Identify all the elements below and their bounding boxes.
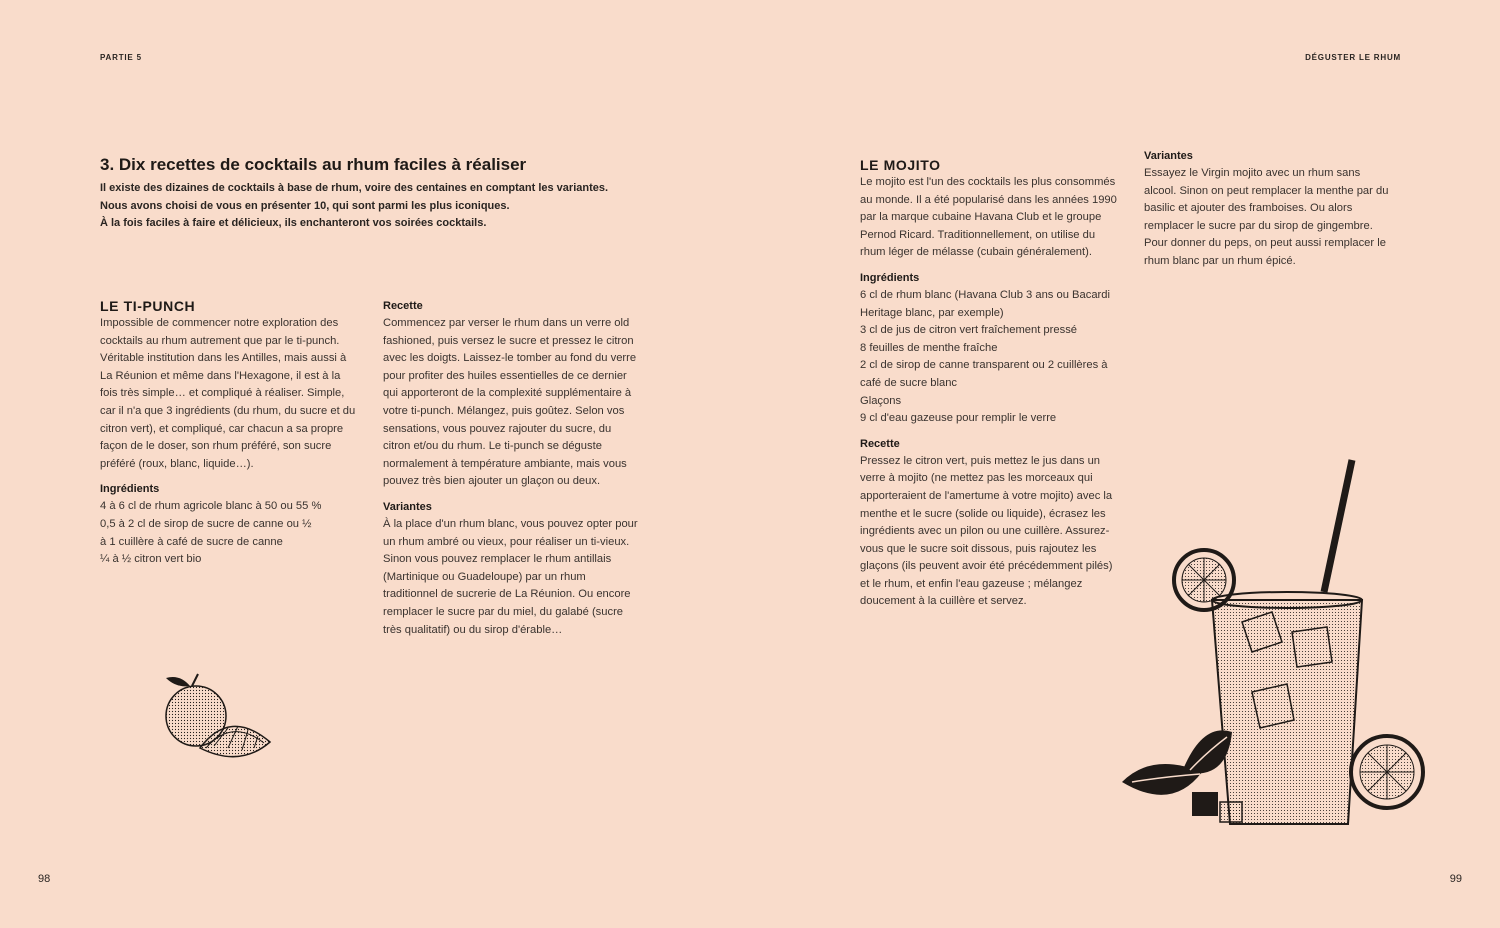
orange-citrus-illustration [150, 668, 280, 783]
section-title: 3. Dix recettes de cocktails au rhum faciles à réaliser [100, 155, 527, 174]
ingredient-item: Glaçons [860, 394, 902, 407]
intro-line: Nous avons choisi de vous en présenter 10, qui sont parmi les plus iconiques. [100, 199, 510, 212]
ti-punch-recipe: Commencez par verser le rhum dans un verre old fashioned, puis versez le sucre et pressez le citron avec les doigts. Laissez-le tomber au fond du verre pour profiter des huiles essentielles de ce dernier qui apporteront de la complexité supplémentaire à votre ti-punch. Mélangez, puis goûtez. Selon vos sensations, vous pouvez rajouter du sucre, du citron et/ou du rhum. Le ti-punch se déguste normalement à température ambiante, mais vous pouvez très bien ajouter un glaçon ou deux. [383, 317, 637, 488]
ingredients-list [860, 287, 1122, 428]
recipe-heading: Recette [383, 300, 423, 312]
section-intro [100, 180, 620, 233]
page-number-left: 98 [38, 873, 51, 885]
page-number-right: 99 [1449, 873, 1462, 885]
intro-line: À la fois faciles à faire et délicieux, ils enchanteront vos soirées cocktails. [100, 217, 487, 230]
ingredients-list [100, 498, 358, 568]
ingredient-item: 6 cl de rhum blanc (Havana Club 3 ans ou Bacardi Heritage blanc, par exemple) [860, 288, 1110, 319]
mojito-description: Le mojito est l'un des cocktails les plus consommés au monde. Il a été popularisé dans les années 1990 par la marque cubaine Havana Club et le groupe Pernod Ricard. Traditionnellement, on utilise du rhum léger de mélasse (cubain généralement). [860, 176, 1117, 259]
ingredients-heading: Ingrédients [860, 271, 920, 284]
mojito-variants: Essayez le Virgin mojito avec un rhum sans alcool. Sinon on peut remplacer la menthe par du basilic et ajouter des framboises. Ou alors remplacer le sucre par du sirop de gingembre. Pour donner du peps, on peut aussi remplacer le rhum blanc par un rhum épicé. [1144, 167, 1389, 267]
mojito-recipe: Pressez le citron vert, puis mettez le jus dans un verre à mojito (ne mettez pas les morceaux qui apporteraient de l'amertume à votre mojito) avec la menthe et le sucre (solide ou liquide), écrasez les ingrédients avec un pilon ou une cuillère. Assurez-vous que le sucre soit dissous, puis rajoutez les glaçons (ils peuvent avoir été précédemment pilés) et le rhum, et enfin l'eau gazeuse ; mélangez doucement à la cuillère et servez. [860, 454, 1113, 608]
variants-heading: Variantes [383, 500, 432, 513]
recipe-title-mojito: LE MOJITO [860, 157, 941, 173]
ingredient-item: 4 à 6 cl de rhum agricole blanc à 50 ou 55 % [100, 500, 322, 513]
mojito-glass-illustration [1112, 452, 1432, 842]
ti-punch-column-2 [383, 298, 638, 639]
ingredient-item: 3 cl de jus de citron vert fraîchement pressé [860, 324, 1078, 337]
mojito-column-1 [860, 156, 1122, 611]
recipe-title-ti-punch: LE TI-PUNCH [100, 298, 196, 314]
ingredient-item: 0,5 à 2 cl de sirop de sucre de canne ou ½ [100, 517, 312, 530]
ingredient-item: 9 cl d'eau gazeuse pour remplir le verre [860, 412, 1057, 425]
running-head-left: PARTIE 5 [100, 53, 142, 62]
variants-heading: Variantes [1144, 150, 1193, 162]
ingredient-item: à 1 cuillère à café de sucre de canne [100, 535, 283, 548]
ti-punch-variants: À la place d'un rhum blanc, vous pouvez opter pour un rhum ambré ou vieux, pour réaliser un ti-vieux. Sinon vous pouvez remplacer le rhum antillais (Martinique ou Guadeloupe) par un rhum traditionnel de sucrerie de La Réunion. Ou encore remplacer le sucre par du miel, du galabé (sucre très qualitatif) ou du sirop d'érable… [383, 517, 638, 636]
ingredient-item: 8 feuilles de menthe fraîche [860, 341, 998, 354]
intro-line: Il existe des dizaines de cocktails à base de rhum, voire des centaines en comptant les variantes. [100, 182, 609, 194]
ingredient-item: ¼ à ½ citron vert bio [100, 553, 202, 566]
ti-punch-column-1 [100, 297, 358, 569]
ingredient-item: 2 cl de sirop de canne transparent ou 2 cuillères à café de sucre blanc [860, 359, 1108, 389]
mojito-column-2 [1144, 148, 1392, 271]
running-head-right: DÉGUSTER LE RHUM [1305, 53, 1401, 62]
right-page [750, 0, 1500, 928]
ingredients-heading: Ingrédients [100, 483, 160, 496]
ti-punch-description: Impossible de commencer notre exploration des cocktails au rhum autrement que par le ti-punch. Véritable institution dans les Antilles, mais aussi à La Réunion et même dans l'Hexagone, il est à la fois très simple… et compliqué à réaliser. Simple, car il n'a que 3 ingrédients (du rhum, du sucre et du citron vert), et compliqué, car chacun a sa propre façon de le doser, son rhum préféré, son sucre préféré (roux, blanc, liquide…). [100, 317, 356, 470]
recipe-heading: Recette [860, 437, 900, 450]
